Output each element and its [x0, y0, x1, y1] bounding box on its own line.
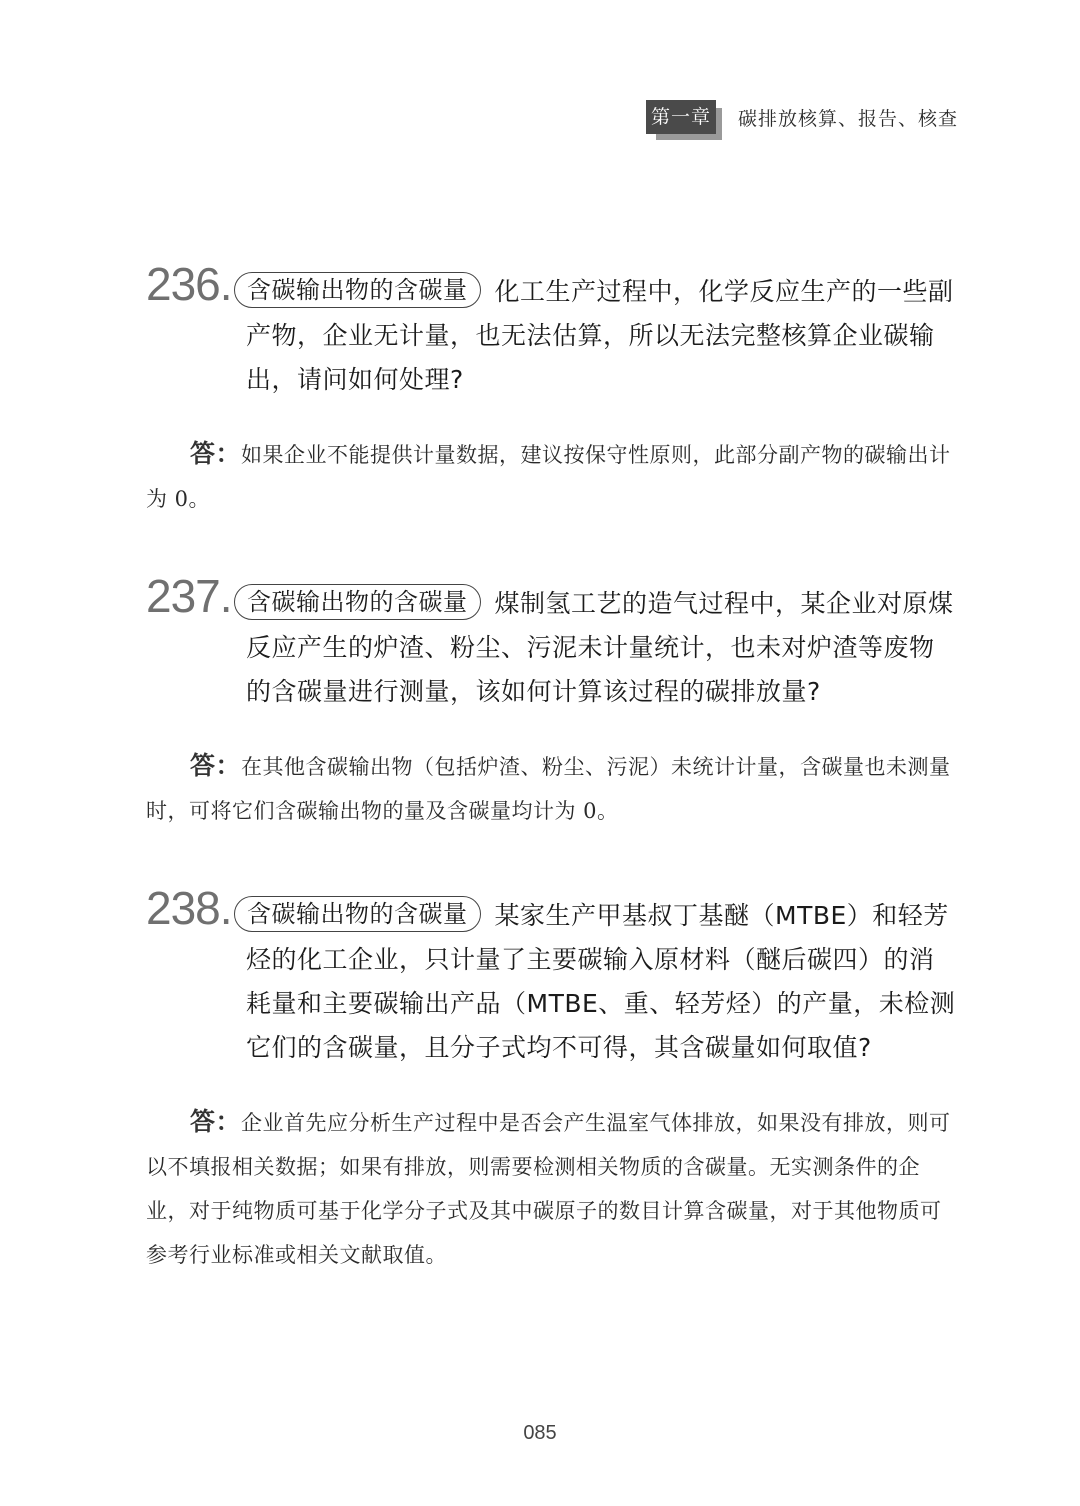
question-body: 某家生产甲基叔丁基醚（MTBE）和轻芳烃的化工企业，只计量了主要碳输入原材料（醚后碳四）的消耗量和主要碳输出产品（MTBE、重、轻芳烃）的产量，未检测它们的含碳量，且分子式均不可得，其含碳量如何取值? — [246, 901, 956, 1062]
question-number: 238. — [146, 882, 232, 934]
topic-tag: 含碳输出物的含碳量 — [234, 896, 481, 932]
question-body: 化工生产过程中，化学反应生产的一些副产物，企业无计量，也无法估算，所以无法完整核算企业碳输出，请问如何处理? — [246, 277, 954, 394]
topic-tag: 含碳输出物的含碳量 — [234, 584, 481, 620]
question-number: 237. — [146, 570, 232, 622]
chapter-label: 第一章 — [646, 100, 716, 134]
question-text — [246, 894, 956, 1070]
answer-label: 答： — [190, 439, 242, 468]
chapter-title: 碳排放核算、报告、核查 — [738, 108, 959, 130]
question-number: 236. — [146, 258, 232, 310]
answer-body: 企业首先应分析生产过程中是否会产生温室气体排放，如果没有排放，则可以不填报相关数据；如果有排放，则需要检测相关物质的含碳量。无实测条件的企业，对于纯物质可基于化学分子式及其中碳原子的数目计算含碳量，对于其他物质可参考行业标准或相关文献取值。 — [146, 1111, 951, 1267]
answer-label: 答： — [190, 751, 242, 780]
question-text — [246, 270, 956, 402]
question-text — [246, 582, 956, 714]
answer-text — [146, 744, 956, 833]
page-number: 085 — [523, 1422, 557, 1444]
answer-text — [146, 432, 956, 521]
answer-body: 在其他含碳输出物（包括炉渣、粉尘、污泥）未统计计量，含碳量也未测量时，可将它们含碳输出物的量及含碳量均计为 0。 — [146, 755, 951, 823]
answer-label: 答： — [190, 1107, 242, 1136]
question-body: 煤制氢工艺的造气过程中，某企业对原煤反应产生的炉渣、粉尘、污泥未计量统计，也未对炉渣等废物的含碳量进行测量，该如何计算该过程的碳排放量? — [246, 589, 954, 706]
answer-body: 如果企业不能提供计量数据，建议按保守性原则，此部分副产物的碳输出计为 0。 — [146, 443, 951, 511]
answer-text — [146, 1100, 956, 1277]
chapter-header — [646, 100, 966, 144]
topic-tag: 含碳输出物的含碳量 — [234, 272, 481, 308]
